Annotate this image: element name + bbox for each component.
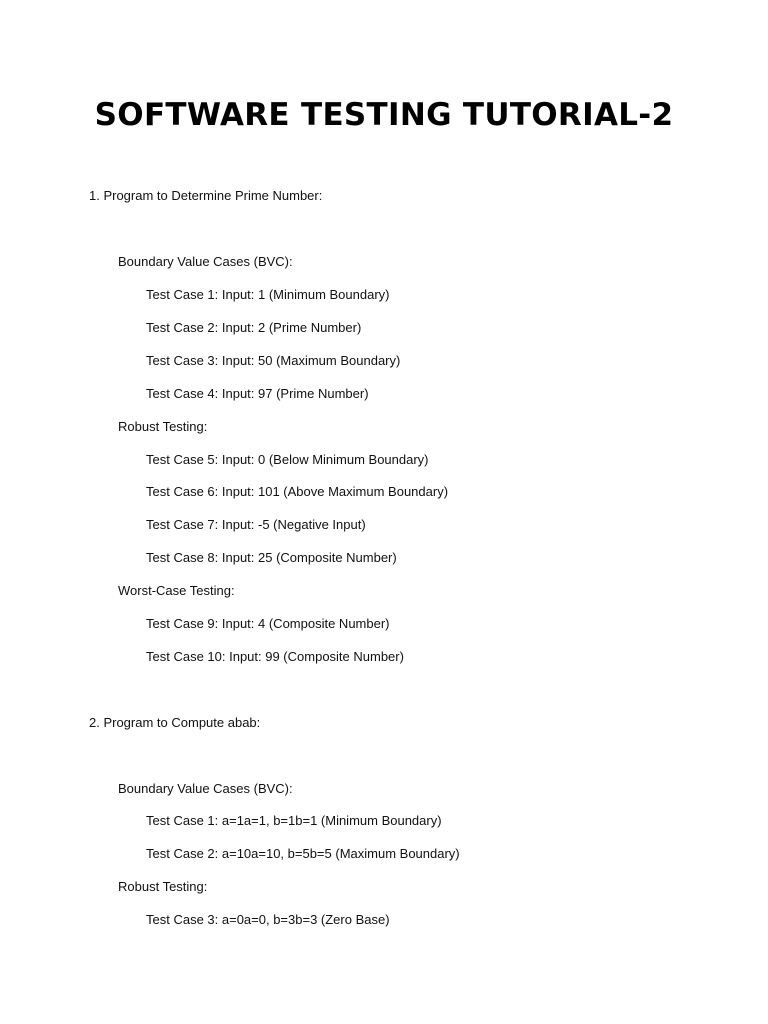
section-1-bvc-case: Test Case 2: Input: 2 (Prime Number) bbox=[146, 320, 362, 335]
section-2-robust-case: Test Case 3: a=0a=0, b=3b=3 (Zero Base) bbox=[146, 912, 390, 927]
section-2-heading: 2. Program to Compute abab: bbox=[89, 715, 261, 730]
section-1-bvc-case: Test Case 4: Input: 97 (Prime Number) bbox=[146, 386, 369, 401]
section-1-bvc-case: Test Case 3: Input: 50 (Maximum Boundary) bbox=[146, 353, 401, 368]
section-2-bvc-case: Test Case 2: a=10a=10, b=5b=5 (Maximum Boundary) bbox=[146, 846, 460, 861]
section-2-robust-label: Robust Testing: bbox=[118, 879, 208, 894]
section-1-heading: 1. Program to Determine Prime Number: bbox=[89, 188, 323, 203]
section-1-robust-label: Robust Testing: bbox=[118, 419, 208, 434]
section-1-worst-case: Test Case 9: Input: 4 (Composite Number) bbox=[146, 616, 390, 631]
section-1-bvc-case: Test Case 1: Input: 1 (Minimum Boundary) bbox=[146, 287, 390, 302]
section-2-bvc-label: Boundary Value Cases (BVC): bbox=[118, 781, 293, 796]
section-1-robust-case: Test Case 5: Input: 0 (Below Minimum Boundary) bbox=[146, 452, 429, 467]
section-1-bvc-label: Boundary Value Cases (BVC): bbox=[118, 254, 293, 269]
section-1-robust-case: Test Case 6: Input: 101 (Above Maximum Boundary) bbox=[146, 484, 449, 499]
section-1-robust-case: Test Case 8: Input: 25 (Composite Number) bbox=[146, 550, 397, 565]
page-title: SOFTWARE TESTING TUTORIAL-2 bbox=[94, 97, 674, 133]
section-1-robust-case: Test Case 7: Input: -5 (Negative Input) bbox=[146, 517, 366, 532]
section-2-bvc-case: Test Case 1: a=1a=1, b=1b=1 (Minimum Boundary) bbox=[146, 813, 442, 828]
section-1-worst-label: Worst-Case Testing: bbox=[118, 583, 235, 598]
section-1-worst-case: Test Case 10: Input: 99 (Composite Number) bbox=[146, 649, 404, 664]
